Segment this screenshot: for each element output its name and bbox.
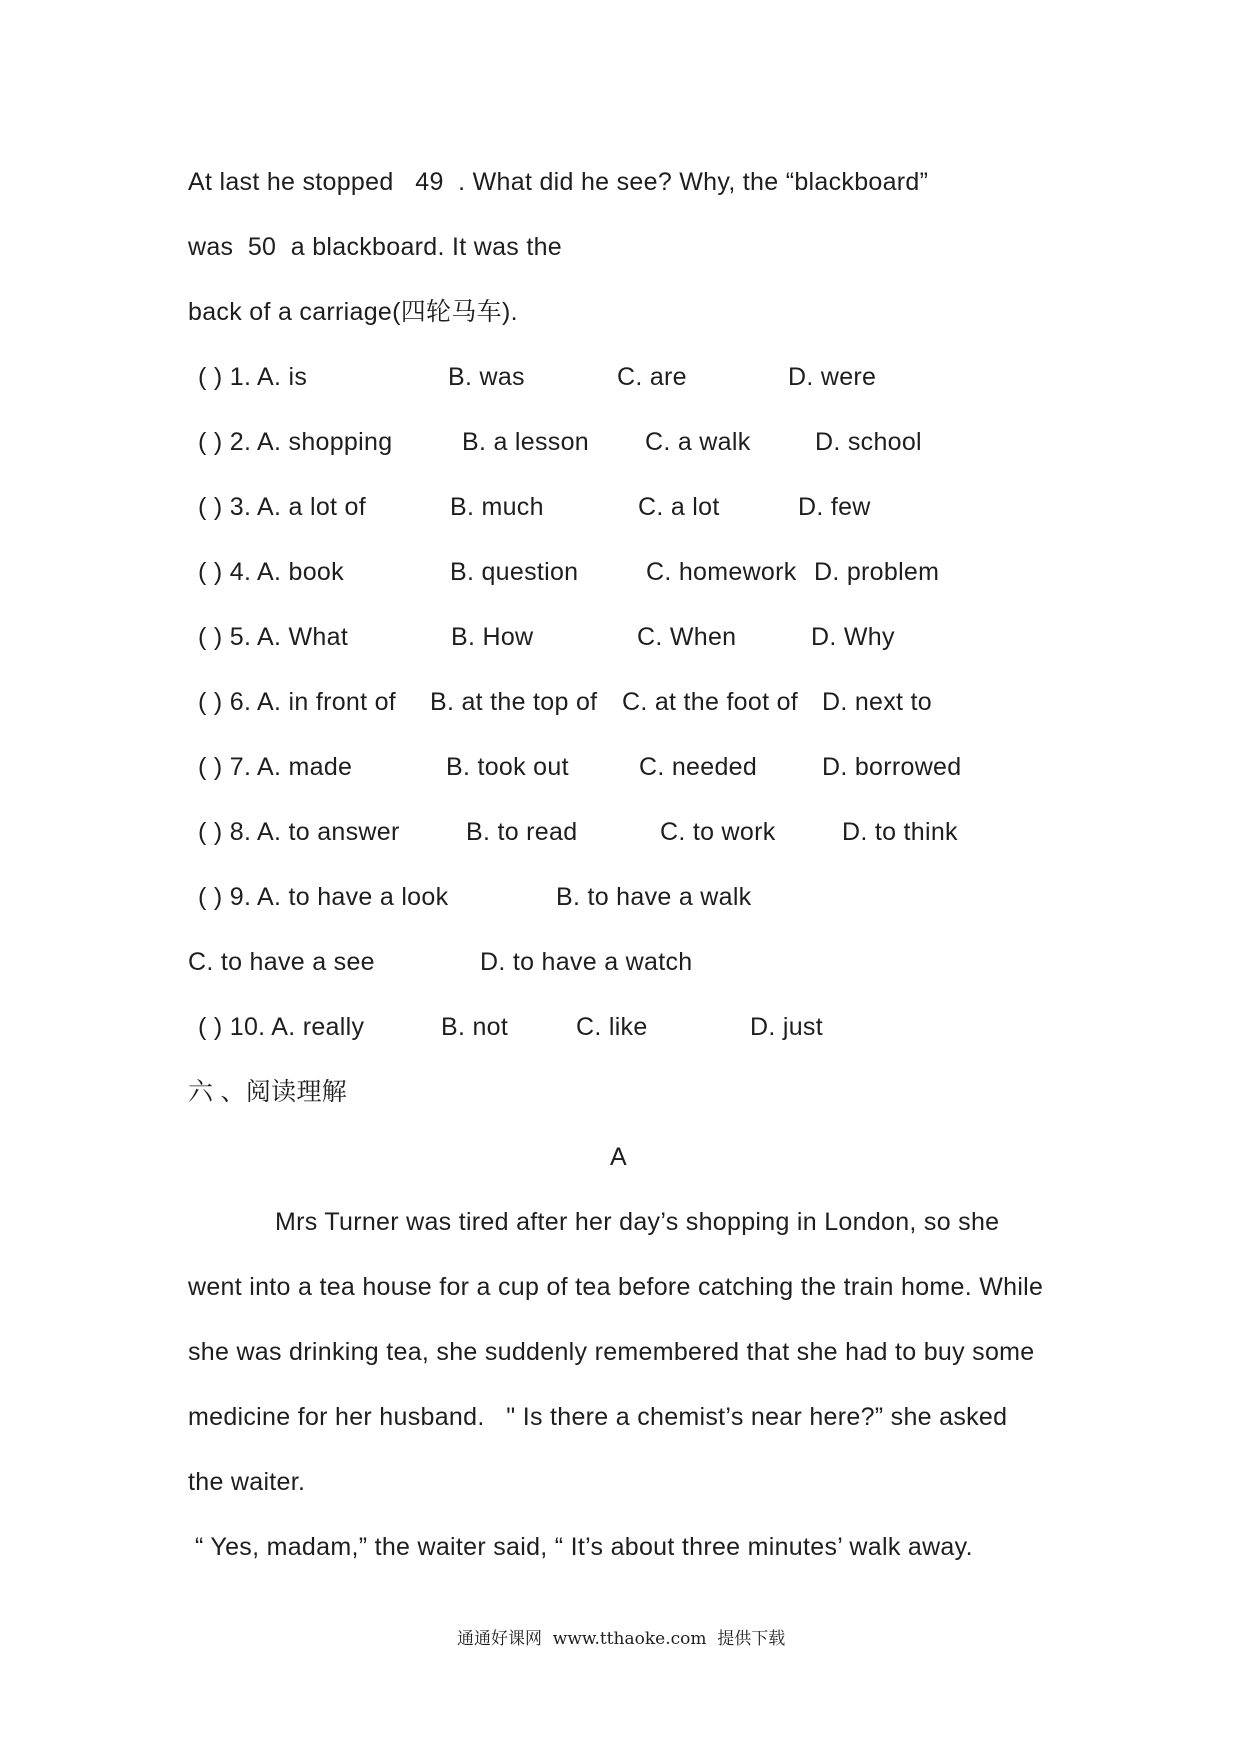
question-prefix: ( ) 9. A. to have a look (198, 883, 449, 911)
option-c: C. homework (646, 558, 797, 586)
passage-line: medicine for her husband. " Is there a chemist’s near here?” she asked (188, 1403, 1008, 1431)
question-prefix: ( ) 5. A. What (198, 623, 349, 651)
option-d: D. borrowed (822, 753, 962, 781)
page-footer: 通通好课网 www.tthaoke.com 提供下载 (457, 1629, 786, 1649)
option-d: D. to have a watch (480, 948, 693, 976)
passage-line: she was drinking tea, she suddenly remembered that she had to buy some (188, 1338, 1035, 1366)
option-b: B. was (448, 363, 525, 391)
option-d: D. problem (814, 558, 940, 586)
option-c: C. a walk (645, 428, 751, 456)
option-d: D. to think (842, 818, 958, 846)
option-d: D. school (815, 428, 922, 456)
option-c: C. a lot (638, 493, 720, 521)
option-b: B. to read (466, 818, 578, 846)
option-b: B. How (451, 623, 534, 651)
option-c: C. to work (660, 818, 776, 846)
option-c: C. like (576, 1013, 648, 1041)
passage-line: the waiter. (188, 1468, 306, 1496)
passage-line: “ Yes, madam,” the waiter said, “ It’s about three minutes’ walk away. (195, 1533, 973, 1561)
cloze-line-2: was 50 a blackboard. It was the (188, 233, 562, 261)
option-b: B. at the top of (430, 688, 598, 716)
option-b: B. took out (446, 753, 569, 781)
question-prefix: ( ) 10. A. really (198, 1013, 365, 1041)
option-d: D. next to (822, 688, 932, 716)
question-prefix: ( ) 8. A. to answer (198, 818, 400, 846)
option-c: C. to have a see (188, 948, 375, 976)
question-prefix: ( ) 3. A. a lot of (198, 493, 366, 521)
passage-line: Mrs Turner was tired after her day’s shopping in London, so she (275, 1208, 1000, 1236)
question-prefix: ( ) 4. A. book (198, 558, 344, 586)
option-d: D. few (798, 493, 871, 521)
option-c: C. at the foot of (622, 688, 799, 716)
option-c: C. When (637, 623, 737, 651)
question-prefix: ( ) 2. A. shopping (198, 428, 393, 456)
cloze-line-1: At last he stopped 49 . What did he see? Why, the “blackboard” (188, 168, 929, 196)
question-prefix: ( ) 1. A. is (198, 363, 308, 391)
passage-letter: A (610, 1143, 627, 1171)
option-b: B. not (441, 1013, 509, 1041)
option-b: B. much (450, 493, 544, 521)
option-c: C. needed (639, 753, 758, 781)
section-heading: 六 、阅读理解 (188, 1078, 348, 1106)
option-b: B. question (450, 558, 579, 586)
passage-line: went into a tea house for a cup of tea before catching the train home. While (188, 1273, 1044, 1301)
question-prefix: ( ) 6. A. in front of (198, 688, 397, 716)
option-c: C. are (617, 363, 687, 391)
option-b: B. to have a walk (556, 883, 752, 911)
cloze-line-3: back of a carriage(四轮马车). (188, 298, 518, 326)
question-prefix: ( ) 7. A. made (198, 753, 353, 781)
option-d: D. were (788, 363, 877, 391)
option-d: D. just (750, 1013, 823, 1041)
option-b: B. a lesson (462, 428, 589, 456)
option-d: D. Why (811, 623, 895, 651)
